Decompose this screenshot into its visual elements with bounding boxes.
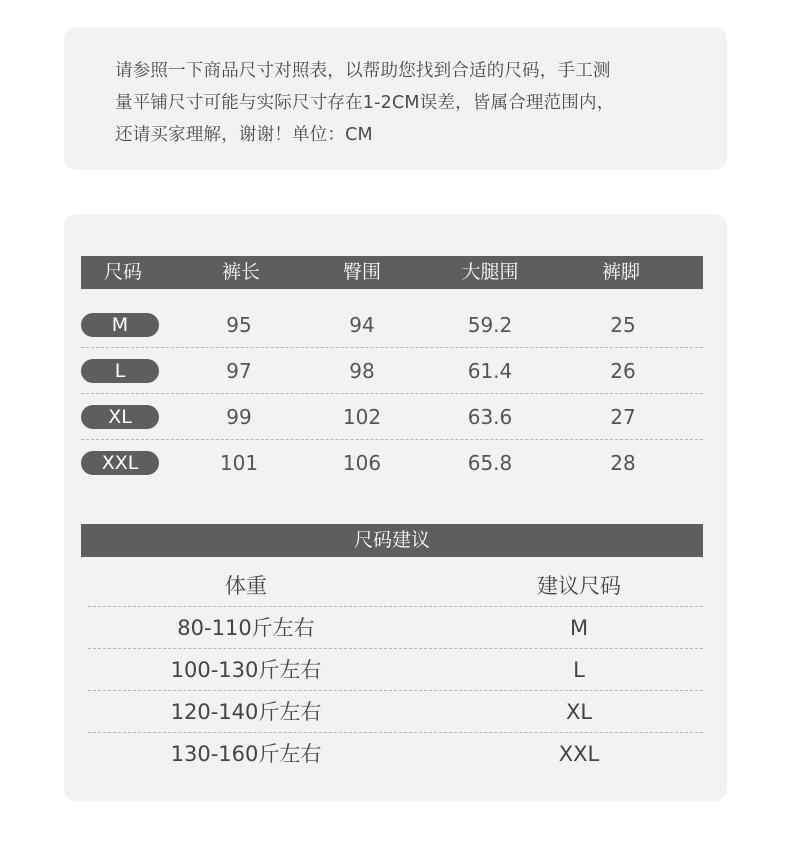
table-row — [88, 691, 703, 733]
size-note-card — [64, 27, 727, 170]
recommended-size-cell: XXL — [558, 742, 600, 766]
hem-cell: 28 — [610, 451, 636, 475]
header-recommended-size: 建议尺码 — [537, 574, 621, 598]
size-chart-card — [64, 214, 727, 801]
recommended-size-cell: XL — [565, 700, 593, 724]
header-size: 尺码 — [103, 261, 143, 283]
weight-cell: 100-130斤左右 — [170, 658, 322, 682]
length-cell: 99 — [226, 405, 252, 429]
length-cell: 97 — [226, 359, 252, 383]
table-row — [81, 440, 703, 486]
recommended-size-cell: L — [573, 658, 585, 682]
size-recommendation-title: 尺码建议 — [81, 524, 703, 557]
size-badge: M — [81, 313, 159, 337]
hem-cell: 25 — [610, 313, 636, 337]
length-cell: 101 — [219, 451, 259, 475]
table-row — [88, 733, 703, 775]
size-badge: XXL — [81, 451, 159, 475]
header-thigh: 大腿围 — [461, 261, 519, 283]
length-cell: 95 — [226, 313, 252, 337]
table-row — [81, 302, 703, 348]
hip-cell: 94 — [349, 313, 375, 337]
hip-cell: 102 — [342, 405, 382, 429]
hip-cell: 98 — [349, 359, 375, 383]
table-row — [88, 649, 703, 691]
header-length: 裤长 — [221, 261, 261, 283]
header-hip: 臀围 — [342, 261, 382, 283]
thigh-cell: 65.8 — [467, 451, 513, 475]
table-row — [88, 607, 703, 649]
thigh-cell: 63.6 — [467, 405, 513, 429]
table-row — [81, 394, 703, 440]
weight-cell: 130-160斤左右 — [170, 742, 322, 766]
header-weight: 体重 — [225, 574, 267, 598]
thigh-cell: 61.4 — [467, 359, 513, 383]
hip-cell: 106 — [342, 451, 382, 475]
table-row — [81, 348, 703, 394]
size-table-header — [81, 256, 703, 289]
size-note-text: 请参照一下商品尺寸对照表，以帮助您找到合适的尺码，手工测 量平铺尺寸可能与实际尺寸存在1-2CM误差，皆属合理范围内， 还请买家理解，谢谢！单位：CM — [115, 61, 615, 145]
weight-cell: 80-110斤左右 — [177, 616, 315, 640]
thigh-cell: 59.2 — [467, 313, 513, 337]
size-badge: L — [81, 359, 159, 383]
hem-cell: 27 — [610, 405, 636, 429]
weight-cell: 120-140斤左右 — [170, 700, 322, 724]
recommended-size-cell: M — [569, 616, 589, 640]
header-hem: 裤脚 — [601, 261, 641, 283]
hem-cell: 26 — [610, 359, 636, 383]
size-badge: XL — [81, 405, 159, 429]
recommendation-header-row — [88, 565, 703, 607]
